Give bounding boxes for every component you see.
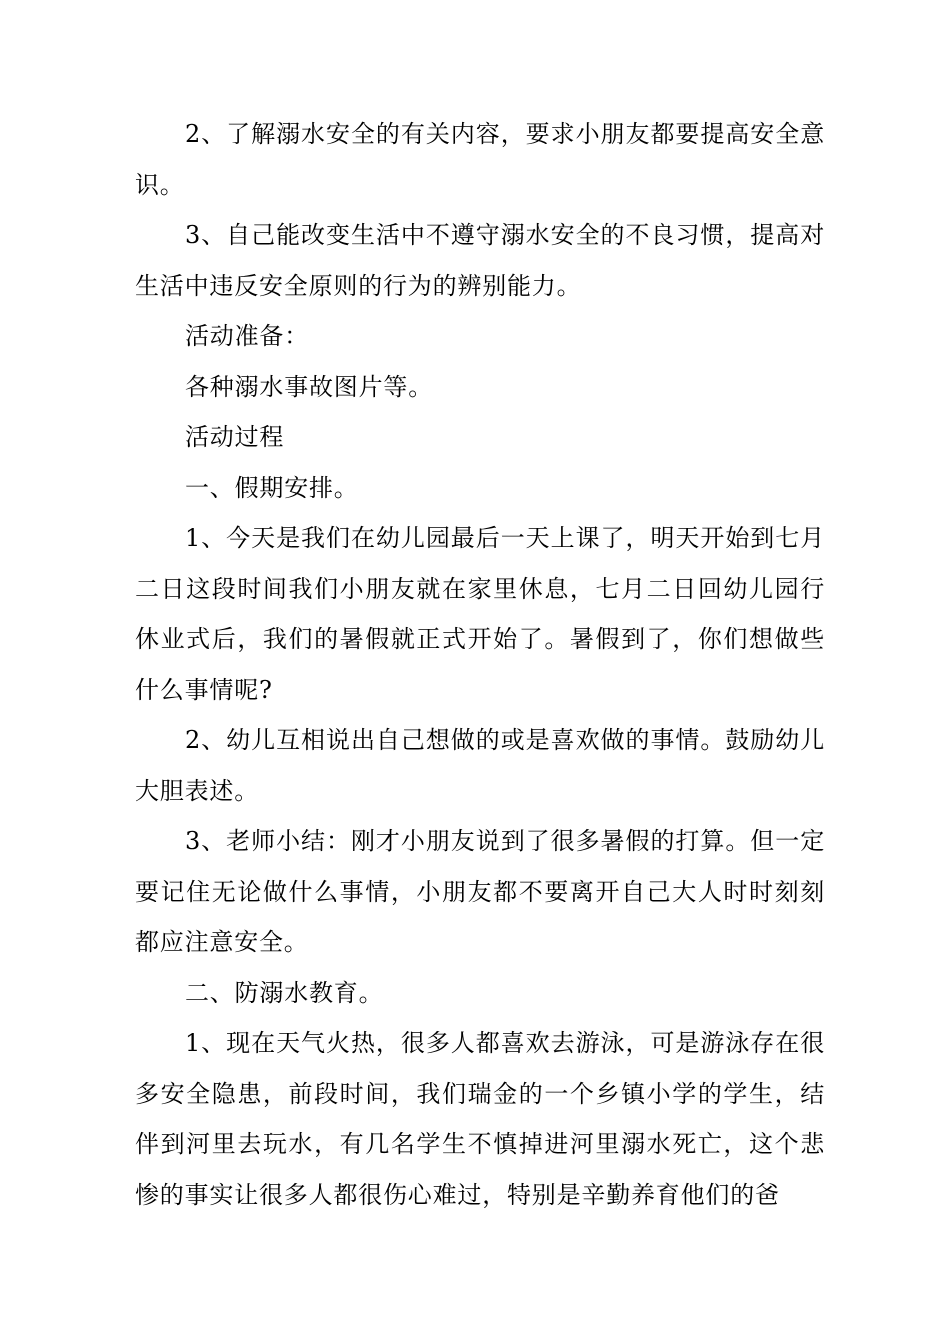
heading-activity-preparation: 活动准备： xyxy=(185,322,309,350)
paragraph-holiday-step-2: 2、幼儿互相说出自己想做的或是喜欢做的事情。鼓励幼儿大胆表述。 xyxy=(135,726,825,805)
paragraph-holiday-step-3: 3、老师小结：刚才小朋友说到了很多暑假的打算。但一定要记住无论做什么事情，小朋友都不要离开自己大人时时刻刻都应注意安全。 xyxy=(135,827,825,956)
heading-activity-process: 活动过程 xyxy=(185,423,285,451)
paragraph-goal-3: 3、自己能改变生活中不遵守溺水安全的不良习惯，提高对生活中违反安全原则的行为的辨别能力。 xyxy=(135,221,825,300)
document-body xyxy=(135,109,825,1220)
heading-section-drowning-education: 二、防溺水教育。 xyxy=(185,978,384,1007)
paragraph-goal-2: 2、了解溺水安全的有关内容，要求小朋友都要提高安全意识。 xyxy=(135,120,825,199)
paragraph-holiday-step-1: 1、今天是我们在幼儿园最后一天上课了，明天开始到七月二日这段时间我们小朋友就在家里休息，七月二日回幼儿园行休业式后，我们的暑假就正式开始了。暑假到了，你们想做些什么事情呢? xyxy=(135,524,825,704)
paragraph-preparation-materials: 各种溺水事故图片等。 xyxy=(185,372,433,401)
heading-section-holiday-plan: 一、假期安排。 xyxy=(185,473,359,502)
paragraph-drowning-step-1: 1、现在天气火热，很多人都喜欢去游泳，可是游泳存在很多安全隐患，前段时间，我们瑞金的一个乡镇小学的学生，结伴到河里去玩水，有几名学生不慎掉进河里溺水死亡，这个悲惨的事实让很多人都很伤心难过，特别是辛勤养育他们的爸 xyxy=(135,1029,825,1209)
